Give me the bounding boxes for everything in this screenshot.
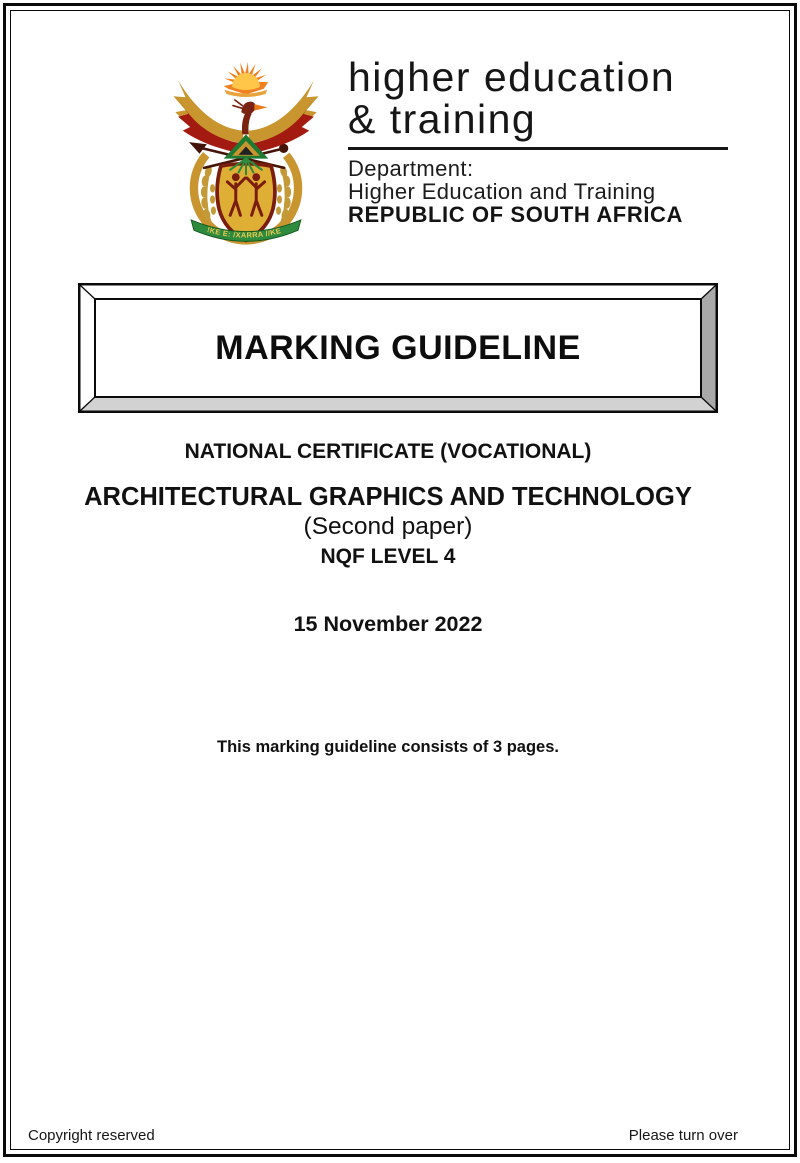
department-name: Higher Education and Training (348, 179, 656, 204)
wordmark-divider (348, 147, 728, 150)
coat-of-arms-icon (163, 60, 329, 246)
dhet-wordmark (348, 56, 748, 227)
document-page (3, 3, 797, 1157)
footer-turn-over: Please turn over (628, 1127, 738, 1144)
marking-guideline-banner (78, 283, 718, 413)
footer-copyright: Copyright reserved (28, 1127, 155, 1144)
nqf-level: NQF LEVEL 4 (320, 545, 456, 568)
certificate-title: NATIONAL CERTIFICATE (VOCATIONAL) (184, 440, 592, 463)
banner-title: MARKING GUIDELINE (215, 328, 581, 367)
exam-date: 15 November 2022 (293, 612, 483, 636)
country-name: REPUBLIC OF SOUTH AFRICA (348, 202, 684, 227)
paper-subtitle: (Second paper) (303, 513, 473, 540)
sun-icon (224, 62, 268, 97)
pages-note: This marking guideline consists of 3 pages. (217, 738, 559, 756)
motto-text: !KE E: /XARRA //KE (206, 224, 283, 240)
department-label: Department: (348, 156, 474, 181)
page-footer (28, 1127, 738, 1145)
wordmark-line2: & training (348, 96, 537, 142)
wordmark-line1: higher education (348, 54, 676, 100)
subject-title: ARCHITECTURAL GRAPHICS AND TECHNOLOGY (84, 483, 692, 511)
